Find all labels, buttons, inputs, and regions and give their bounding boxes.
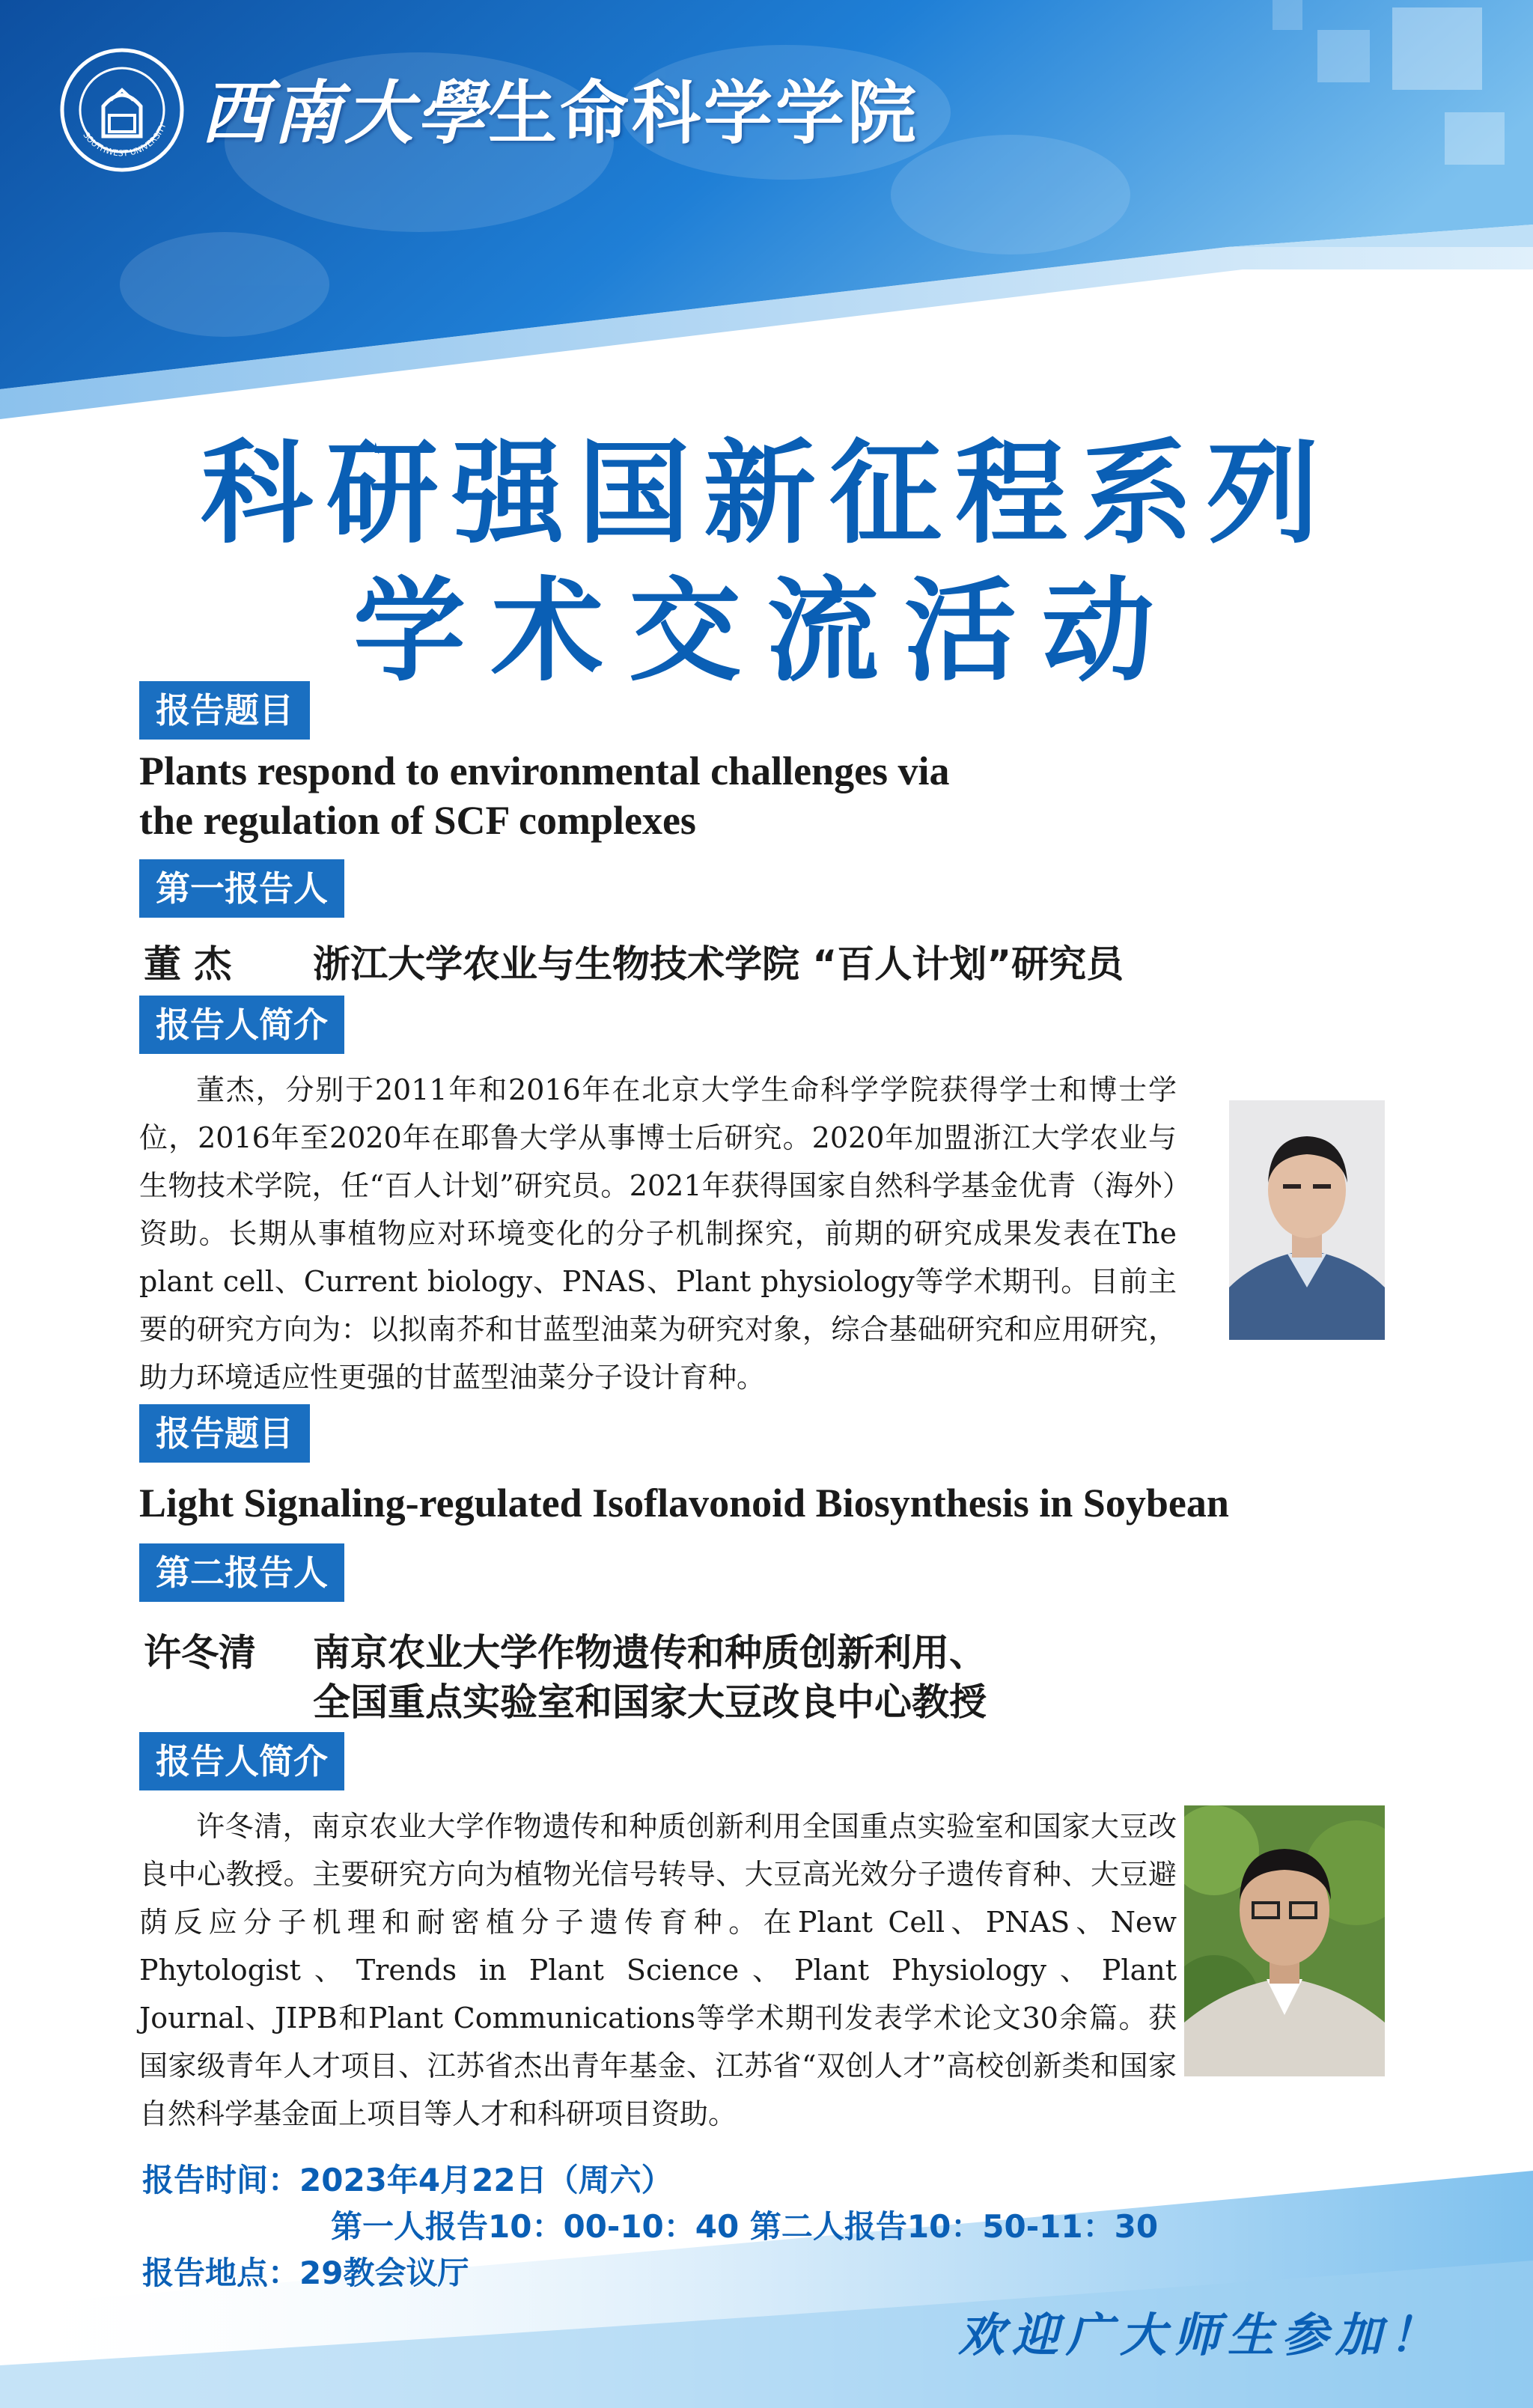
schedule-venue: 报告地点：29教会议厅 bbox=[142, 2255, 469, 2291]
schedule-slots: 第一人报告10：00-10：40 第二人报告10：50-11：30 bbox=[331, 2208, 1159, 2245]
speaker1-affiliation: 浙江大学农业与生物技术学院 “百人计划”研究员 bbox=[313, 942, 1124, 986]
speaker2-name: 许冬清 bbox=[144, 1631, 256, 1674]
bio-label-1: 报告人简介 bbox=[139, 996, 344, 1054]
main-title-line2: 学术交流活动 bbox=[353, 567, 1180, 697]
speaker2-bio bbox=[139, 1802, 1177, 2138]
main-title-line1: 科研强国新征程系列 bbox=[200, 429, 1332, 559]
topic-label-1: 报告题目 bbox=[139, 681, 310, 740]
speaker2-affiliation-line2: 全国重点实验室和国家大豆改良中心教授 bbox=[313, 1680, 987, 1724]
college-name bbox=[201, 58, 919, 157]
speaker2-photo bbox=[1184, 1805, 1385, 2076]
topic-label-2: 报告题目 bbox=[139, 1404, 310, 1463]
speaker-label-2: 第二报告人 bbox=[139, 1543, 344, 1602]
speaker1-photo bbox=[1229, 1100, 1385, 1340]
svg-text:SOUTHWEST UNIVERSITY bbox=[81, 121, 168, 158]
talk1-topic-line1: Plants respond to environmental challenges via bbox=[139, 749, 950, 793]
schedule-time: 报告时间：2023年4月22日（周六） bbox=[142, 2162, 673, 2198]
speaker-label-1: 第一报告人 bbox=[139, 859, 344, 918]
speaker1-bio bbox=[139, 1066, 1177, 1401]
speaker1-name: 董 杰 bbox=[144, 942, 232, 986]
bio-label-2: 报告人简介 bbox=[139, 1732, 344, 1790]
speaker1-bio-text: 董杰，分别于2011年和2016年在北京大学生命科学学院获得学士和博士学位，2016年至2020年在耶鲁大学从事博士后研究。2020年加盟浙江大学农业与生物技术学院，任“百人计划”研究员。2021年获得国家自然科学基金优青（海外）资助。长期从事植物应对环境变化的分子机制探究，前期的研究成果发表在The plant cell、Current biology、PNAS、Plant physiology等学术期刊。目前主要的研究方向为：以拟南芥和甘蓝型油菜为研究对象，综合基础研究和应用研究，助力环境适应性更强的甘蓝型油菜分子设计育种。 bbox=[139, 1073, 1177, 1394]
college-title: 生命科学学院 bbox=[488, 73, 920, 153]
speaker2-bio-text: 许冬清，南京农业大学作物遗传和种质创新利用全国重点实验室和国家大豆改良中心教授。主要研究方向为植物光信号转导、大豆高光效分子遗传育种、大豆避荫反应分子机理和耐密植分子遗传育种。在Plant Cell、PNAS、New Phytologist、Trends in Plant Science、Plant Physiology、Plant Journal、JIPB和Plant Communications等学术期刊发表学术论文30余篇。获国家级青年人才项目、江苏省杰出青年基金、江苏省“双创人才”高校创新类和国家自然科学基金面上项目等人才和科研项目资助。 bbox=[139, 1810, 1177, 2130]
university-name: 西南大學 bbox=[201, 73, 489, 153]
university-seal-icon bbox=[58, 46, 186, 174]
logo-ring-text: SOUTHWEST UNIVERSITY bbox=[81, 121, 168, 159]
speaker2-affiliation-line1: 南京农业大学作物遗传和种质创新利用、 bbox=[313, 1631, 987, 1674]
welcome-message: 欢迎广大师生参加！ bbox=[957, 2308, 1443, 2362]
talk1-topic-line2: the regulation of SCF complexes bbox=[139, 798, 696, 843]
talk2-topic-line1: Light Signaling-regulated Isoflavonoid Biosynthesis in Soybean bbox=[139, 1481, 1229, 1525]
